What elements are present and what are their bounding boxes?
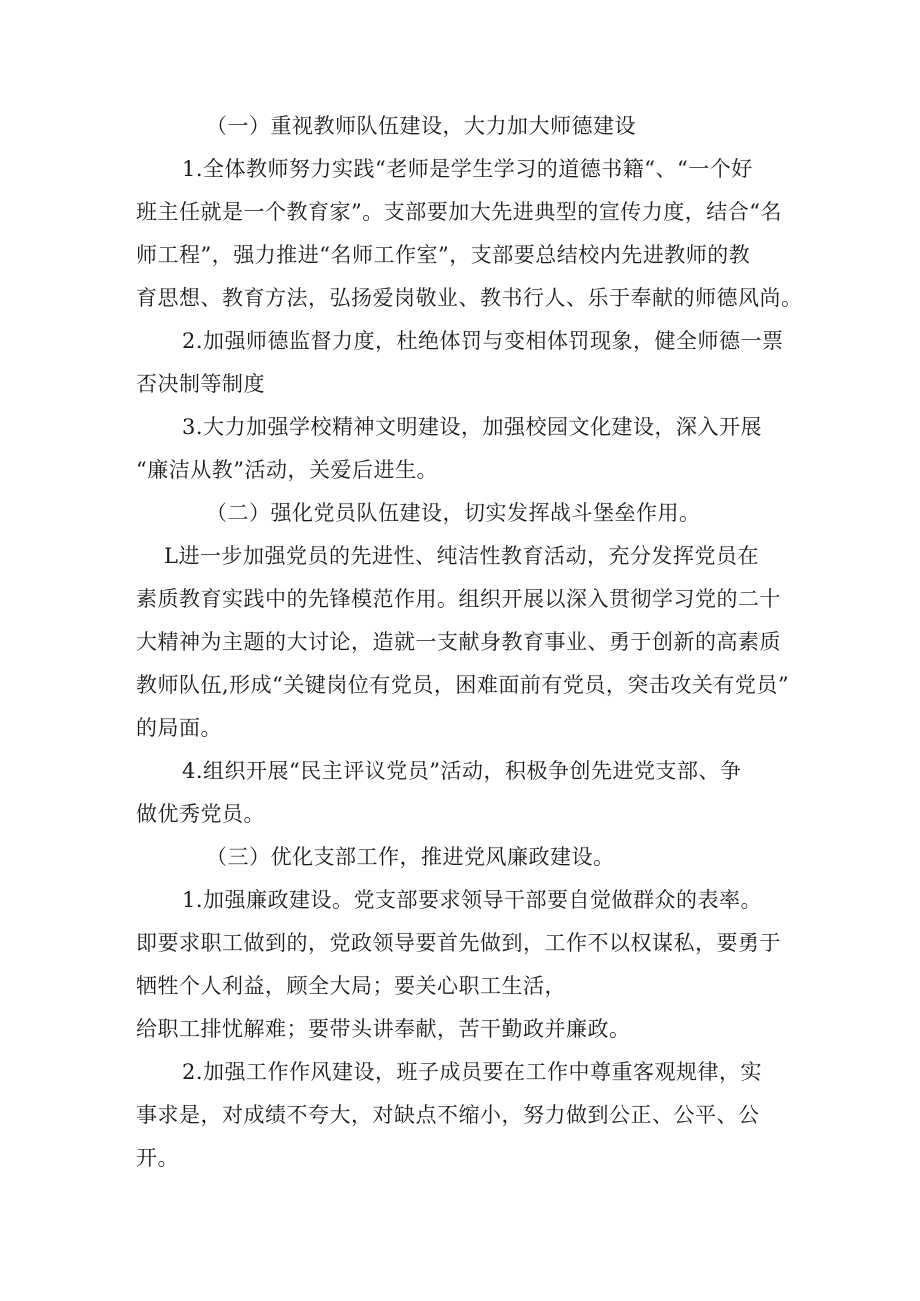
paragraph-line: 1.加强廉政建设。党支部要求领导干部要自觉做群众的表率。 [182,888,763,912]
paragraph-line: 2.加强工作作风建设，班子成员要在工作中尊重客观规律，实 [182,1060,763,1084]
paragraph-line: 给职工排忧解难；要带头讲奉献，苦干勤政并廉政。 [136,1017,631,1041]
paragraph-line: 3.大力加强学校精神文明建设，加强校园文化建设，深入开展 [182,415,763,439]
paragraph-line: 大精神为主题的大讨论，造就一支献身教育事业、勇于创新的高素质 [136,630,781,654]
paragraph-line: 否决制等制度 [136,372,265,396]
paragraph-line: 1.全体教师努力实践“老师是学生学习的道德书籍“、“一个好 [182,157,753,181]
section-heading-3: （三）优化支部工作，推进党风廉政建设。 [206,845,615,869]
paragraph-line: 2.加强师德监督力度，杜绝体罚与变相体罚现象，健全师德一票 [182,329,784,353]
paragraph-line: 做优秀党员。 [136,802,265,826]
paragraph-line: 素质教育实践中的先锋模范作用。组织开展以深入贯彻学习党的二十 [136,587,781,611]
section-heading-1: （一）重视教师队伍建设，大力加大师德建设 [206,114,636,138]
document-body [136,105,803,1180]
paragraph-line: 的局面。 [136,716,222,740]
paragraph-line: 师工程”，强力推进“名师工作室”，支部要总结校内先进教师的教 [136,243,751,267]
paragraph-line: 即要求职工做到的，党政领导要首先做到，工作不以权谋私，要勇于 [136,931,781,955]
paragraph-line: 牺牲个人利益，顾全大局；要关心职工生活， [136,974,566,998]
paragraph-line: 开。 [136,1146,179,1170]
paragraph-line: 事求是，对成绩不夸大，对缺点不缩小，努力做到公正、公平、公 [136,1103,760,1127]
paragraph-line: 育思想、教育方法，弘扬爱岗敬业、教书行人、乐于奉献的师德风尚。 [136,286,803,310]
paragraph-line: 班主任就是一个教育家”。支部要加大先进典型的宣传力度，结合“名 [136,200,782,224]
paragraph-line: 4.组织开展“民主评议党员”活动，积极争创先进党支部、争 [182,759,742,783]
paragraph-line: 教师队伍,形成“关键岗位有党员，困难面前有党员，突击攻关有党员” [136,673,790,697]
section-heading-2: （二）强化党员队伍建设，切实发挥战斗堡垒作用。 [206,501,701,525]
paragraph-line: “廉洁从教”活动，关爱后进生。 [136,458,438,482]
paragraph-line: L进一步加强党员的先进性、纯洁性教育活动，充分发挥党员在 [164,544,759,568]
